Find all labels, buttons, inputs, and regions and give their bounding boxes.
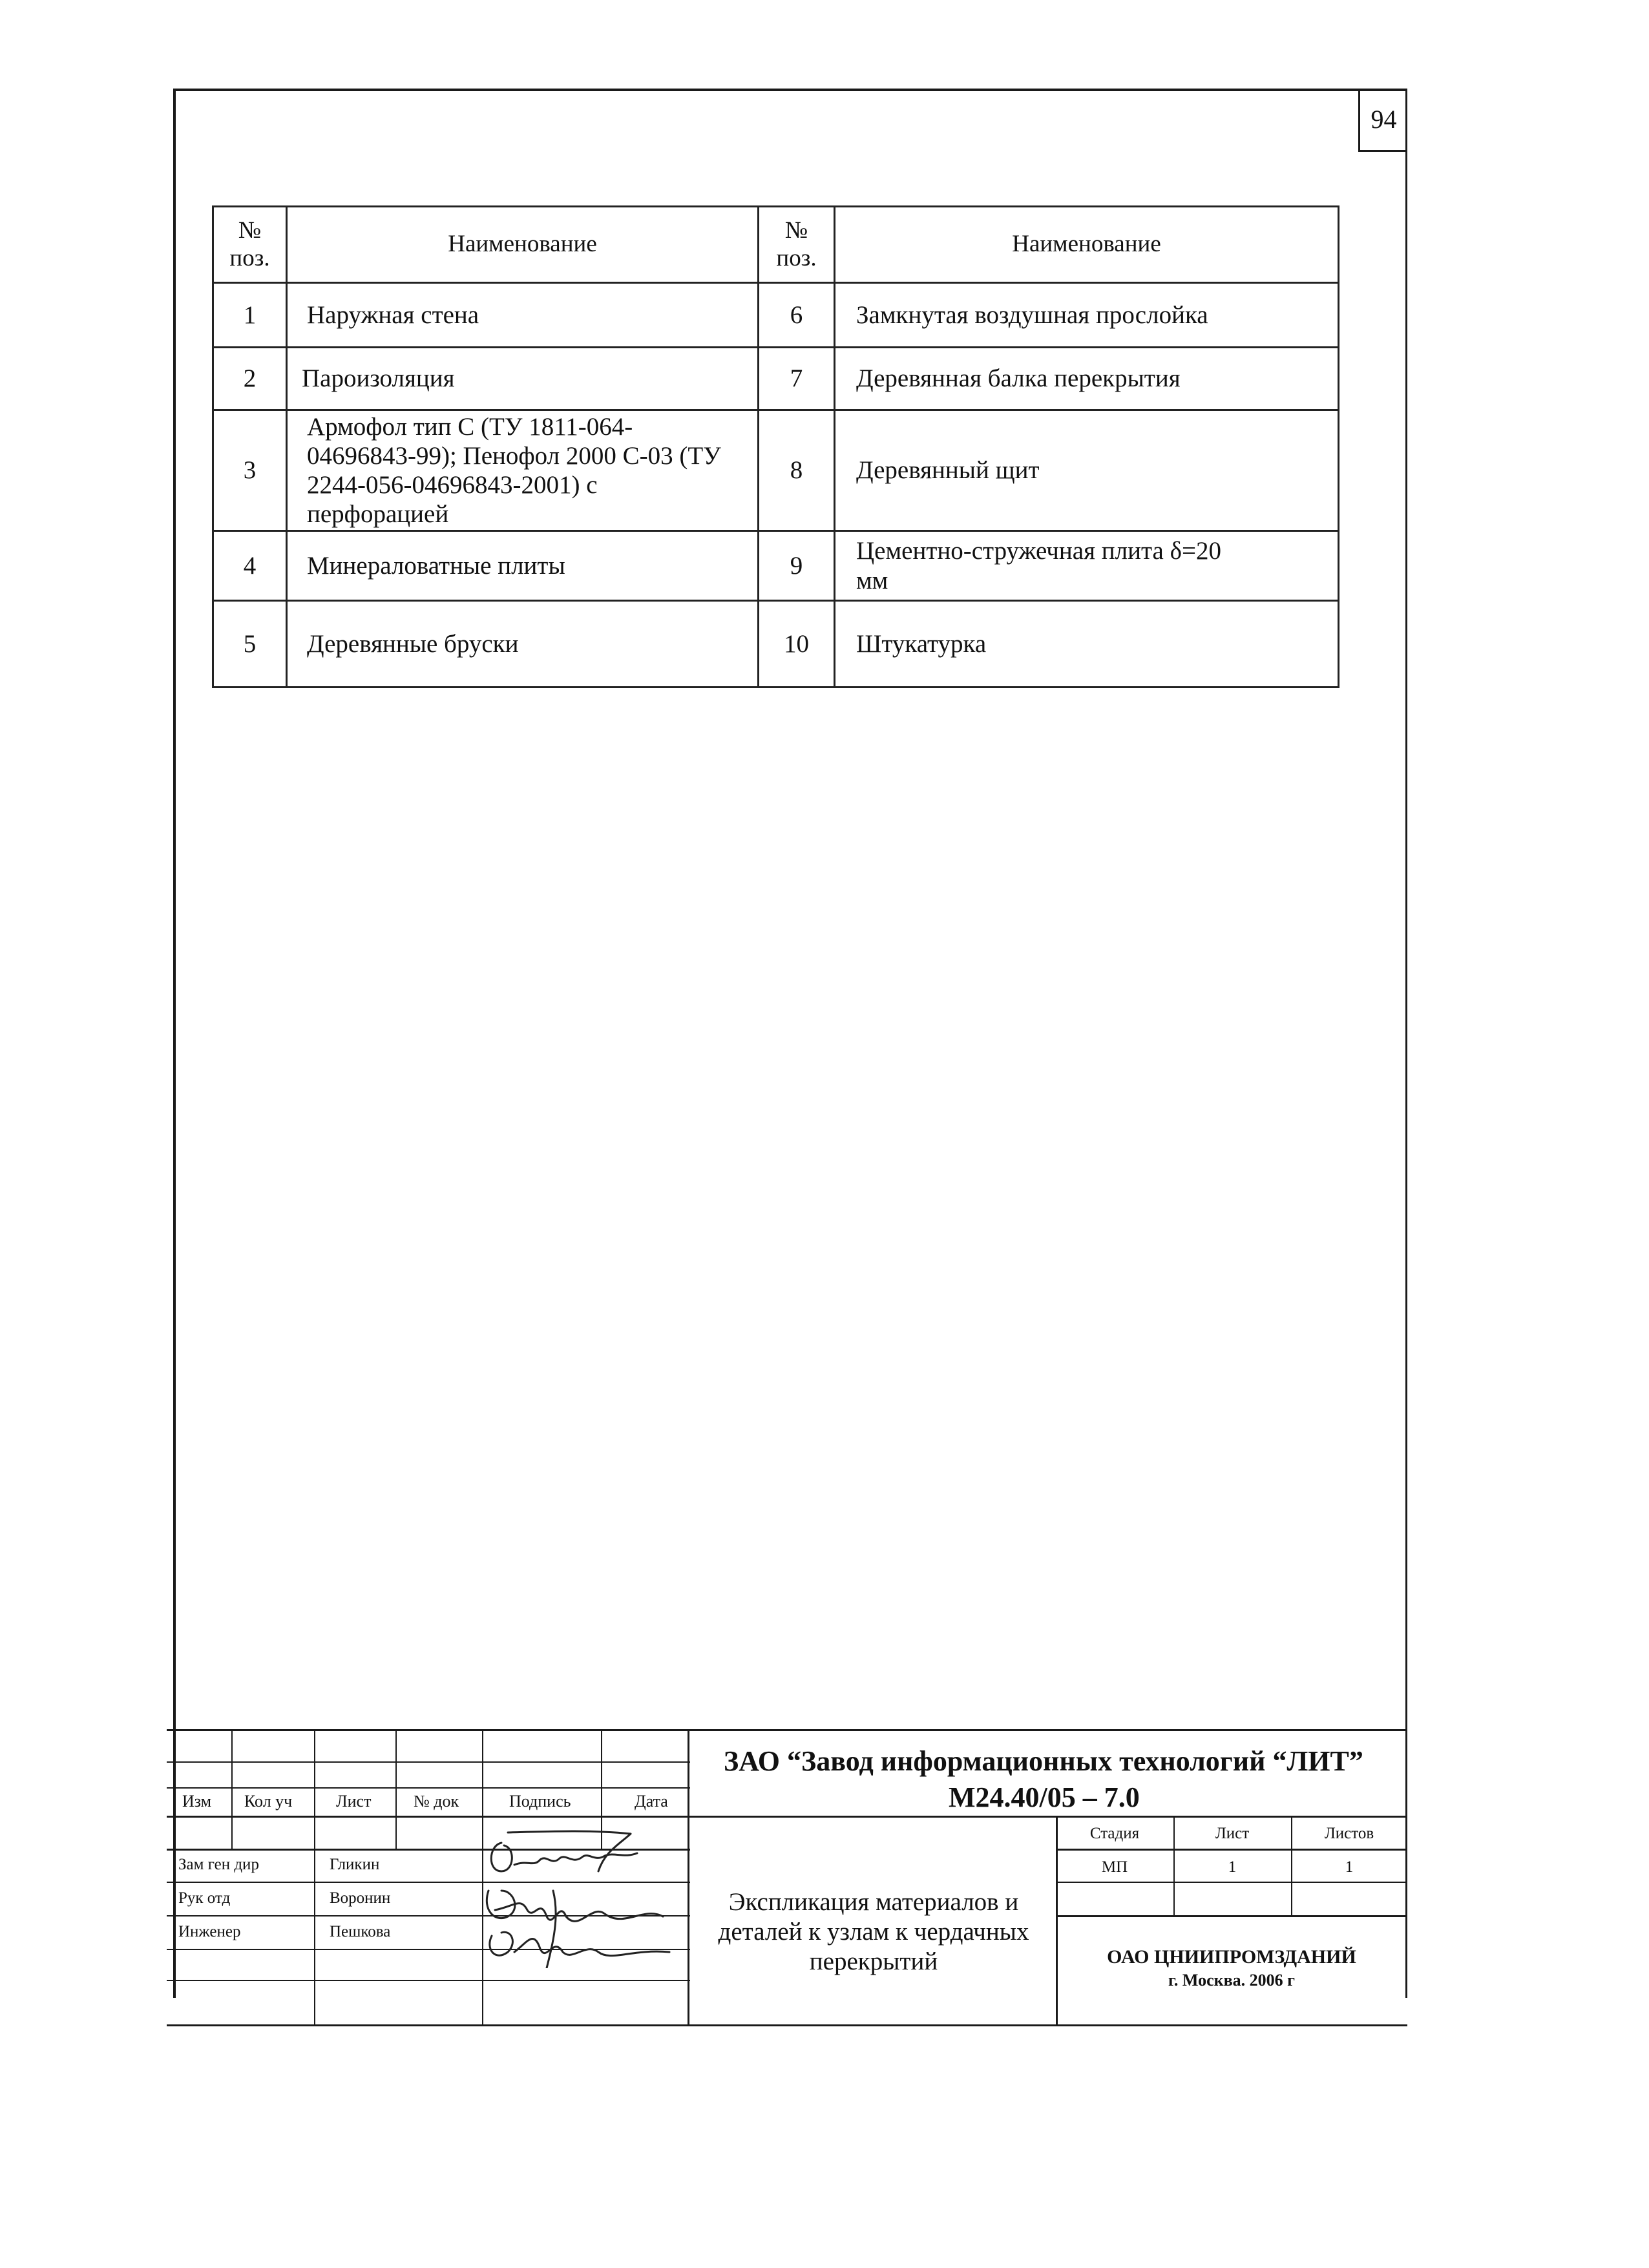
sheet-number: 94 bbox=[1358, 89, 1407, 152]
row-name: Замкнутая воздушная прослойка bbox=[835, 283, 1339, 348]
name-voronin: Воронин bbox=[330, 1889, 391, 1907]
signatures-image bbox=[476, 1820, 689, 1968]
table-row bbox=[213, 348, 1339, 410]
row-num: 7 bbox=[759, 348, 835, 410]
role-head-dept: Рук отд bbox=[178, 1889, 231, 1907]
row-num: 4 bbox=[213, 531, 287, 601]
doc-title: Экспликация материалов и деталей к узлам к чердачных перекрытий bbox=[718, 1888, 1029, 1976]
row-num: 2 bbox=[213, 348, 287, 410]
company-city-year: г. Москва. 2006 г bbox=[1168, 1971, 1295, 1990]
col-list: Лист bbox=[336, 1792, 372, 1811]
row-name: Деревянная балка перекрытия bbox=[835, 348, 1339, 410]
name-glikin: Гликин bbox=[330, 1856, 380, 1873]
role-engineer: Инженер bbox=[178, 1923, 241, 1940]
row-name: Армофол тип С (ТУ 1811-064- 04696843-99); Пенофол 2000 С-03 (ТУ 2244-056-04696843-2001) с перфорацией bbox=[287, 410, 759, 531]
col-doc-no: № док bbox=[414, 1792, 459, 1811]
row-num: 10 bbox=[759, 601, 835, 688]
col-izm: Изм bbox=[182, 1792, 212, 1811]
row-name: Наружная стена bbox=[287, 283, 759, 348]
title-block bbox=[167, 1729, 1407, 2026]
row-name: Цементно-стружечная плита δ=20 мм bbox=[835, 531, 1339, 601]
table-row bbox=[213, 531, 1339, 601]
sheets-label: Листов bbox=[1324, 1825, 1374, 1842]
row-num: 6 bbox=[759, 283, 835, 348]
table-row bbox=[213, 410, 1339, 531]
org-name: ЗАО “Завод информационных технологий “ЛИТ” bbox=[724, 1745, 1363, 1777]
col-kol-uch: Кол уч bbox=[244, 1792, 293, 1811]
table-header-row bbox=[213, 207, 1339, 283]
header-pos-right: № поз. bbox=[759, 207, 835, 283]
role-deputy-director: Зам ген дир bbox=[178, 1856, 259, 1873]
header-name-right: Наименование bbox=[835, 207, 1339, 283]
sheet-value: 1 bbox=[1228, 1858, 1237, 1876]
row-num: 3 bbox=[213, 410, 287, 531]
header-pos-left: № поз. bbox=[213, 207, 287, 283]
header-name-left: Наименование bbox=[287, 207, 759, 283]
row-num: 8 bbox=[759, 410, 835, 531]
row-num: 5 bbox=[213, 601, 287, 688]
table-row bbox=[213, 601, 1339, 688]
col-signature: Подпись bbox=[509, 1792, 571, 1811]
table-row bbox=[213, 283, 1339, 348]
name-peshkova: Пешкова bbox=[330, 1923, 391, 1940]
row-num: 9 bbox=[759, 531, 835, 601]
col-date: Дата bbox=[635, 1792, 668, 1811]
stage-value: МП bbox=[1101, 1858, 1128, 1876]
sheet-label: Лист bbox=[1215, 1825, 1250, 1842]
company-name: ОАО ЦНИИПРОМЗДАНИЙ bbox=[1107, 1946, 1356, 1968]
row-name: Пароизоляция bbox=[287, 348, 759, 410]
row-num: 1 bbox=[213, 283, 287, 348]
explication-table bbox=[212, 205, 1339, 688]
row-name: Деревянные бруски bbox=[287, 601, 759, 688]
stage-label: Стадия bbox=[1089, 1825, 1140, 1842]
sheets-value: 1 bbox=[1345, 1858, 1354, 1876]
doc-code: М24.40/05 – 7.0 bbox=[949, 1781, 1140, 1813]
row-name: Штукатурка bbox=[835, 601, 1339, 688]
row-name: Деревянный щит bbox=[835, 410, 1339, 531]
row-name: Минераловатные плиты bbox=[287, 531, 759, 601]
